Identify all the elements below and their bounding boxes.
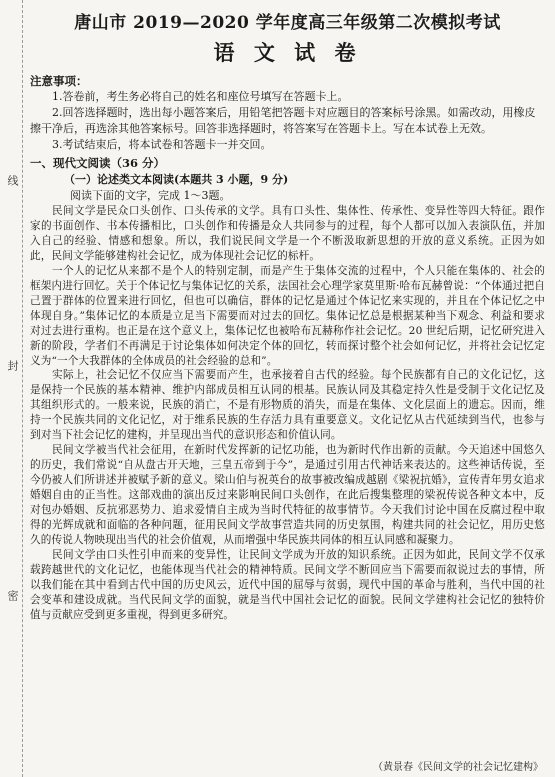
notice-heading: 注意事项： (30, 74, 88, 88)
passage-paragraph: 实际上，社会记忆不仅应当下需要而产生，也承接着自古代的经验。每个民族都有自己的文化记忆，这是保持一个民族的基本精神、维护内部成员相互认同的根基。民族认同及其稳定持久性是受制于文化记忆及其组织形式的。一般来说，民族的消亡，不是有形物质的消失，而是在集体、文化层面上的遗忘。因而，维持一个民族共同的文化记忆，对于维系民族的生存活力具有重要意义。文化记忆从古代延续到当代，也参与到对当下社会记忆的建构，并呈现出当代的意识形态和价值认同。 (30, 369, 545, 442)
passage-source: （黄景春《民间文学的社会记忆建构》 (373, 762, 543, 773)
binding-margin (0, 0, 23, 777)
notice-item: 1.答卷前，考生务必将自己的姓名和座位号填写在答题卡上。 (52, 90, 349, 103)
notice-item: 2.回答选择题时，选出每小题答案后，用铅笔把答题卡对应题目的答案标号涂黑。如需改动，用橡皮擦干净后，再选涂其他答案标号。回答非选择题时，将答案写在答题卡上。写在本试卷上无效。 (30, 106, 536, 135)
section-title: 一、现代文阅读（36 分） (30, 156, 166, 170)
notice-item: 3.考试结束后，将本试卷和答题卡一并交回。 (52, 138, 272, 151)
exam-title: 唐山市 2019—2020 学年度高三年级第二次模拟考试 (74, 13, 501, 33)
passage-paragraph: 民间文学是民众口头创作、口头传承的文学。具有口头性、集体性、传承性、变异性等四大特征。跟作家的书面创作、书本传播相比，口头创作和传播是众人共同参与的过程，每个人都可以加入表演队伍，并加入自己的经验、情感和想象。所以，我们说民间文学是一个不断汲取新思想的开放的意义系统。正因为如此，民间文学能够建构社会记忆，成为体现社会记忆的标杆。 (30, 205, 545, 262)
passage-paragraph: 民间文学被当代社会征用，在新时代发挥新的记忆功能，也为新时代作出新的贡献。今天追述中国悠久的历史，我们常说“自从盘古开天地，三皇五帝到于今”，是通过引用古代神话来表达的。这些神话传说，至今仍被人们所讲述并被赋予新的意义。梁山伯与祝英台的故事被改编成越剧《梁祝抗婚》，宣传青年男女追求婚姻自由的正当性。这部戏曲的演出反过来影响民间口头创作，在此后搜集整理的梁祝传说各种文本中，反对包办婚姻、反抗邪恶势力、追求爱情自主成为当时代特征的故事情节。今天我们讨论中国在反腐过程中取得的光辉成就和面临的各种问题，征用民间文学故事营造共同的历史氛围，构建共同的社会记忆，用历史悠久的传说人物映现出当代的社会价值观，从而增强中华民族共同体的相互认同感和凝聚力。 (30, 444, 545, 546)
passage-paragraph: 民间文学由口头性引申而来的变异性，让民间文学成为开放的知识系统。正因为如此，民间文学不仅承载跨越世代的文化记忆，也能体现当代社会的精神特质。民间文学不断回应当下需要而叙说过去的事情，所以我们能在其中看到古代中国的历史风云，近代中国的屈辱与贫弱，现代中国的革命与胜利，当代中国的社会变革和建设成就。当代民间文学的面貌，就是当代中国社会记忆的面貌。民间文学建构社会记忆的独特价值与贡献应受到更多重视，得到更多研究。 (30, 548, 545, 621)
passage-paragraph: 一个人的记忆从来都不是个人的特别定制，而是产生于集体交流的过程中，个人只能在集体的、社会的框架内进行回忆。关于个体记忆与集体记忆的关系，法国社会心理学家莫里斯·哈布瓦赫曾说：“个体通过把自己置于群体的位置来进行回忆，但也可以确信，群体的记忆是通过个体记忆来实现的，并且在个体记忆之中体现自身。”集体记忆的本质是立足当下需要而对过去的回忆。集体记忆总是根据某种当下观念、利益和要求对过去进行重构。也正是在这个意义上，集体记忆也被哈布瓦赫称作社会记忆。20 世纪后期，记忆研究进入新的阶段，学者们不再满足于讨论集体如何决定个体的回忆，转而探讨整个社会如何记忆，并将社会记忆定义为“一个大我群体的全体成员的社会经验的总和”。 (30, 264, 545, 367)
instruction: 阅读下面的文字，完成 1～3题。 (70, 189, 231, 202)
subsection-title: （一）论述类文本阅读(本题共 3 小题，9 分) (64, 173, 289, 186)
margin-char: 密 (6, 590, 19, 601)
subject-title: 语 文 试 卷 (213, 40, 362, 65)
margin-char: 线 (6, 175, 19, 186)
margin-char: 封 (6, 360, 19, 371)
